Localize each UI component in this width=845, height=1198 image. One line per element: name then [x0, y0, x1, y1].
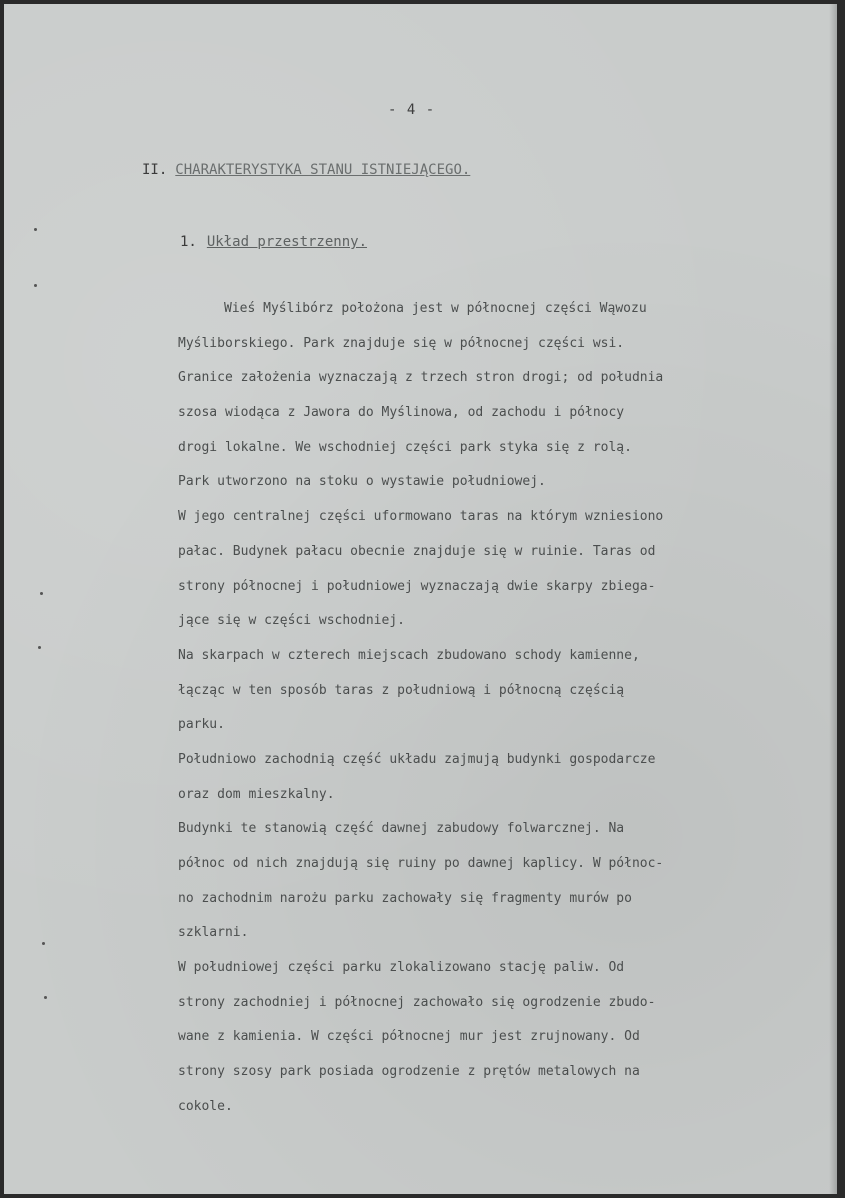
text-line: Budynki te stanowią część dawnej zabudowy folwarcznej. Na — [178, 821, 625, 837]
text-line: szosa wiodąca z Jawora do Myślinowa, od zachodu i północy — [178, 405, 625, 421]
text-line: strony północnej i południowej wyznaczają dwie skarpy zbiega- — [178, 578, 656, 594]
text-line: cokole. — [178, 1098, 233, 1114]
text-line: Wieś Myślibórz położona jest w północnej części Wąwozu — [224, 301, 647, 316]
margin-dot — [34, 284, 37, 287]
margin-dot — [42, 942, 45, 945]
text-line: Granice założenia wyznaczają z trzech stron drogi; od południa — [178, 370, 664, 386]
text-line: strony zachodniej i północnej zachowało się ogrodzenie zbudo- — [178, 994, 656, 1010]
text-line: szklarni. — [178, 925, 249, 941]
text-line: drogi lokalne. We wschodniej części park styka się z rolą. — [178, 439, 632, 455]
text-line: Na skarpach w czterech miejscach zbudowano schody kamienne, — [178, 647, 640, 663]
subsection-title: Układ przestrzenny. — [206, 234, 368, 250]
text-line: Myśliborskiego. Park znajduje się w północnej części wsi. — [178, 335, 625, 351]
subsection-heading — [180, 234, 367, 250]
text-line: Południowo zachodnią część układu zajmują budynki gospodarcze — [178, 751, 656, 767]
text-line: W jego centralnej części uformowano taras na którym wzniesiono — [178, 509, 664, 525]
page-number: - 4 - — [388, 102, 436, 118]
margin-dot — [38, 646, 41, 649]
text-line: północ od nich znajdują się ruiny po dawnej kaplicy. W północ- — [178, 856, 664, 871]
text-line: pałac. Budynek pałacu obecnie znajduje się w ruinie. Taras od — [178, 543, 656, 559]
text-line: wane z kamienia. W części północnej mur jest zrujnowany. Od — [178, 1029, 640, 1045]
text-line: łącząc w ten sposób taras z południową i północną częścią — [178, 682, 625, 698]
section-number: II. — [142, 162, 168, 178]
margin-dot — [44, 996, 47, 999]
subsection-number: 1. — [180, 234, 197, 250]
text-line: parku. — [178, 717, 225, 733]
text-line: jące się w części wschodniej. — [178, 613, 405, 629]
text-line: no zachodnim narożu parku zachowały się fragmenty murów po — [178, 890, 632, 906]
margin-dot — [40, 592, 43, 595]
text-line: strony szosy park posiada ogrodzenie z prętów metalowych na — [178, 1064, 640, 1080]
body-text — [178, 292, 828, 1125]
margin-dot — [34, 228, 37, 231]
text-line: oraz dom mieszkalny. — [178, 786, 335, 802]
section-heading — [142, 162, 470, 178]
section-title: CHARAKTERYSTYKA STANU ISTNIEJĄCEGO. — [175, 162, 471, 178]
text-line: W południowej części parku zlokalizowano stację paliw. Od — [178, 960, 625, 976]
page-edge-shadow — [829, 4, 837, 1194]
document-page — [4, 4, 837, 1194]
text-line: Park utworzono na stoku o wystawie południowej. — [178, 474, 546, 490]
